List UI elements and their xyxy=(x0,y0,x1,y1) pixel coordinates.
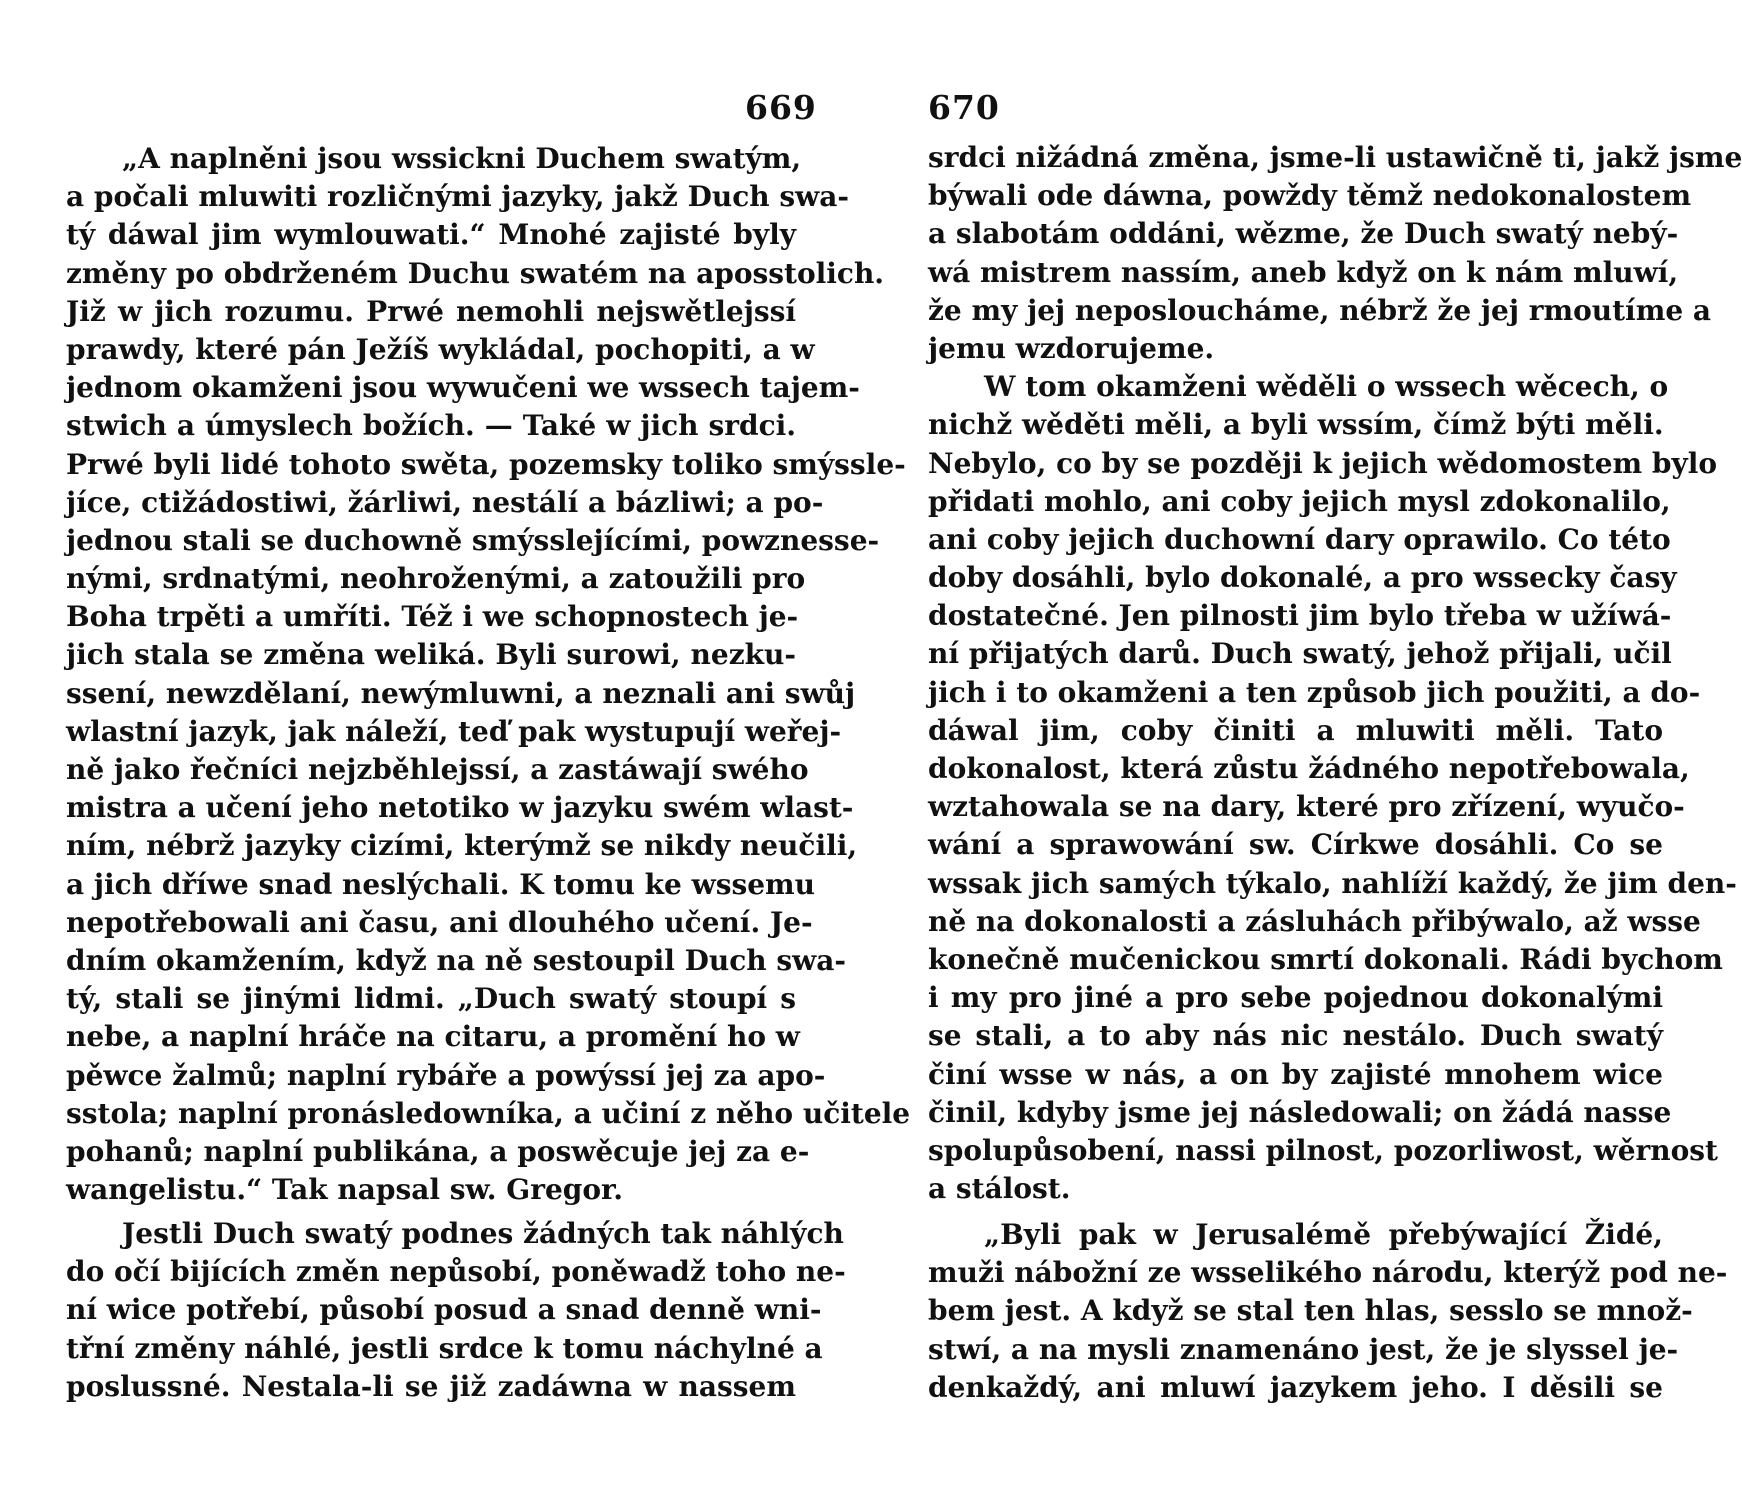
page-number-right: 670 xyxy=(928,88,1000,127)
text-line: stwich a úmyslech božích. — Také w jich srdci. xyxy=(66,409,796,443)
text-line: jednom okamženi jsou wywučeni we wssech tajem- xyxy=(66,371,860,405)
text-line: bem jest. A když se stal ten hlas, sesslo se množ- xyxy=(928,1294,1693,1328)
text-line: ssení, newzdělaní, newýmluwni, a neznali ani swůj xyxy=(66,676,856,710)
text-line: jemu wzdorujeme. xyxy=(928,331,1215,365)
text-line: třní změny náhlé, jestli srdce k tomu náchylné a xyxy=(66,1331,823,1365)
text-line: srdci nižádná změna, jsme-li ustawičně ti, jakž jsme xyxy=(928,141,1742,174)
text-line: Boha trpěti a umříti. Též i we schopnostech je- xyxy=(66,600,799,634)
text-line: Jestli Duch swatý podnes žádných tak náhlých xyxy=(122,1217,844,1250)
text-line: jich stala se změna weliká. Byli surowi, nezku- xyxy=(66,638,796,672)
text-line: jich i to okamženi a ten způsob jich použiti, a do- xyxy=(928,675,1701,709)
text-line: dostatečné. Jen pilnosti jim bylo třeba w užíwá- xyxy=(928,599,1672,633)
text-line: tý, stali se jinými lidmi. „Duch swatý stoupí s xyxy=(66,982,796,1016)
text-line: ním, nébrž jazyky cizími, kterýmž se nikdy neučili, xyxy=(66,829,858,863)
text-line: a slabotám oddáni, wězme, že Duch swatý nebý- xyxy=(928,217,1679,251)
text-line: wlastní jazyk, jak náleží, teď pak wystupují weřej- xyxy=(66,714,842,748)
text-line: stwí, a na mysli znamenáno jest, že je slyssel je- xyxy=(928,1332,1679,1366)
text-line: se stali, a to aby nás nic nestálo. Duch swatý xyxy=(928,1019,1663,1053)
text-line: ně jako řečníci nejzběhlejssí, a zastáwají swého xyxy=(66,753,809,786)
text-line: tý dáwal jim wymlouwati.“ Mnohé zajisté byly xyxy=(66,218,796,252)
text-line: činí wsse w nás, a on by zajisté mnohem wice xyxy=(928,1057,1663,1091)
text-line: pěwce žalmů; naplní rybáře a powýssí jej za apo- xyxy=(66,1058,826,1092)
text-line: konečně mučenickou smrtí dokonali. Rádi bychom xyxy=(928,942,1723,976)
text-line: jednou stali se duchowně smýsslejícími, powznesse- xyxy=(66,523,880,557)
left-paragraph-2 xyxy=(66,1215,846,1406)
text-line: jíce, ctižádostiwi, žárliwi, nestálí a bázliwi; a po- xyxy=(66,485,824,519)
text-line: nichž wěděti měli, a byli wssím, čímž býti měli. xyxy=(928,408,1664,442)
text-line: wssak jich samých týkalo, nahlíží každý, že jim den- xyxy=(928,866,1737,900)
text-line: dáwal jim, coby činiti a mluwiti měli. Tato xyxy=(928,713,1663,747)
text-line: přidati mohlo, ani coby jejich mysl zdokonalilo, xyxy=(928,484,1671,518)
text-line: doby dosáhli, bylo dokonalé, a pro wssecky časy xyxy=(928,561,1677,595)
text-line: že my jej neposloucháme, nébrž že jej rmoutíme a xyxy=(928,293,1712,327)
text-line: „A naplněni jsou wssickni Duchem swatým, xyxy=(122,142,802,175)
text-line: Prwé byli lidé tohoto swěta, pozemsky toliko smýssle- xyxy=(66,447,906,481)
text-line: ní wice potřebí, působí posud a snad denně wni- xyxy=(66,1293,822,1327)
text-line: ani coby jejich duchowní dary oprawilo. Co této xyxy=(928,522,1671,556)
right-paragraph-1 xyxy=(928,139,1742,368)
text-line: nebe, a naplní hráče na citaru, a promění ho w xyxy=(66,1020,800,1054)
text-line: a jich dříwe snad neslýchali. K tomu ke wssemu xyxy=(66,867,816,901)
text-line: do očí bijících změn nepůsobí, poněwadž toho ne- xyxy=(66,1255,846,1289)
right-text-column xyxy=(928,139,1742,1208)
right-paragraph-2 xyxy=(928,368,1737,1208)
page-number-left: 669 xyxy=(745,88,817,127)
text-line: wztahowala se na dary, které pro zřízení, wyučo- xyxy=(928,790,1685,824)
text-line: dokonalost, která zůstu žádného nepotřebowala, xyxy=(928,752,1690,785)
text-line: ní přijatých darů. Duch swatý, jehož přijali, učil xyxy=(928,637,1672,671)
text-line: prawdy, které pán Ježíš wykládal, pochopiti, a w xyxy=(66,332,815,366)
text-line: wání a sprawowání sw. Církwe dosáhli. Co se xyxy=(928,828,1663,862)
text-line: nými, srdnatými, neohroženými, a zatoužili pro xyxy=(66,562,806,596)
text-line: a počali mluwiti rozličnými jazyky, jakž Duch swa- xyxy=(66,180,850,214)
text-line: „Byli pak w Jerusalémě přebýwající Židé, xyxy=(984,1218,1663,1251)
text-line: změny po obdrženém Duchu swatém na aposstolich. xyxy=(66,256,885,290)
text-line: ně na dokonalosti a zásluhách přibýwalo, až wsse xyxy=(928,904,1701,938)
text-line: mistra a učení jeho netotiko w jazyku swém wlast- xyxy=(66,791,854,825)
text-line: denkaždý, ani mluwí jazykem jeho. I děsili se xyxy=(928,1370,1663,1404)
text-line: dním okamžením, když na ně sestoupil Duch swa- xyxy=(66,943,847,977)
text-line: pohanů; naplní publikána, a poswěcuje jej za e- xyxy=(66,1134,810,1168)
text-line: činil, kdyby jsme jej následowali; on žádá nasse xyxy=(928,1095,1672,1129)
text-line: wá mistrem nassím, aneb když on k nám mluwí, xyxy=(928,255,1679,289)
right-paragraph-3 xyxy=(928,1216,1728,1407)
left-paragraph-1 xyxy=(66,140,911,1209)
text-line: W tom okamženi wěděli o wssech wěcech, o xyxy=(984,370,1669,404)
text-line: býwali ode dáwna, powždy těmž nedokonalostem xyxy=(928,179,1692,213)
text-line: sstola; naplní pronásledowníka, a učiní z něho učitele xyxy=(66,1096,911,1130)
text-line: a stálost. xyxy=(928,1172,1071,1206)
text-line: Nebylo, co by se později k jejich wědomostem bylo xyxy=(928,446,1718,480)
text-line: Již w jich rozumu. Prwé nemohli nejswětlejssí xyxy=(66,294,796,328)
text-line: nepotřebowali ani času, ani dlouhého učení. Je- xyxy=(66,905,813,939)
text-line: poslussné. Nestala-li se již zadáwna w nassem xyxy=(66,1369,796,1403)
text-line: muži nábožní ze wsselikého národu, kterýž pod ne- xyxy=(928,1256,1728,1290)
text-line: i my pro jiné a pro sebe pojednou dokonalými xyxy=(928,981,1663,1015)
text-line: wangelistu.“ Tak napsal sw. Gregor. xyxy=(66,1173,623,1207)
right-page xyxy=(868,0,1742,1500)
text-line: spolupůsobení, nassi pilnost, pozorliwost, wěrnost xyxy=(928,1133,1718,1167)
